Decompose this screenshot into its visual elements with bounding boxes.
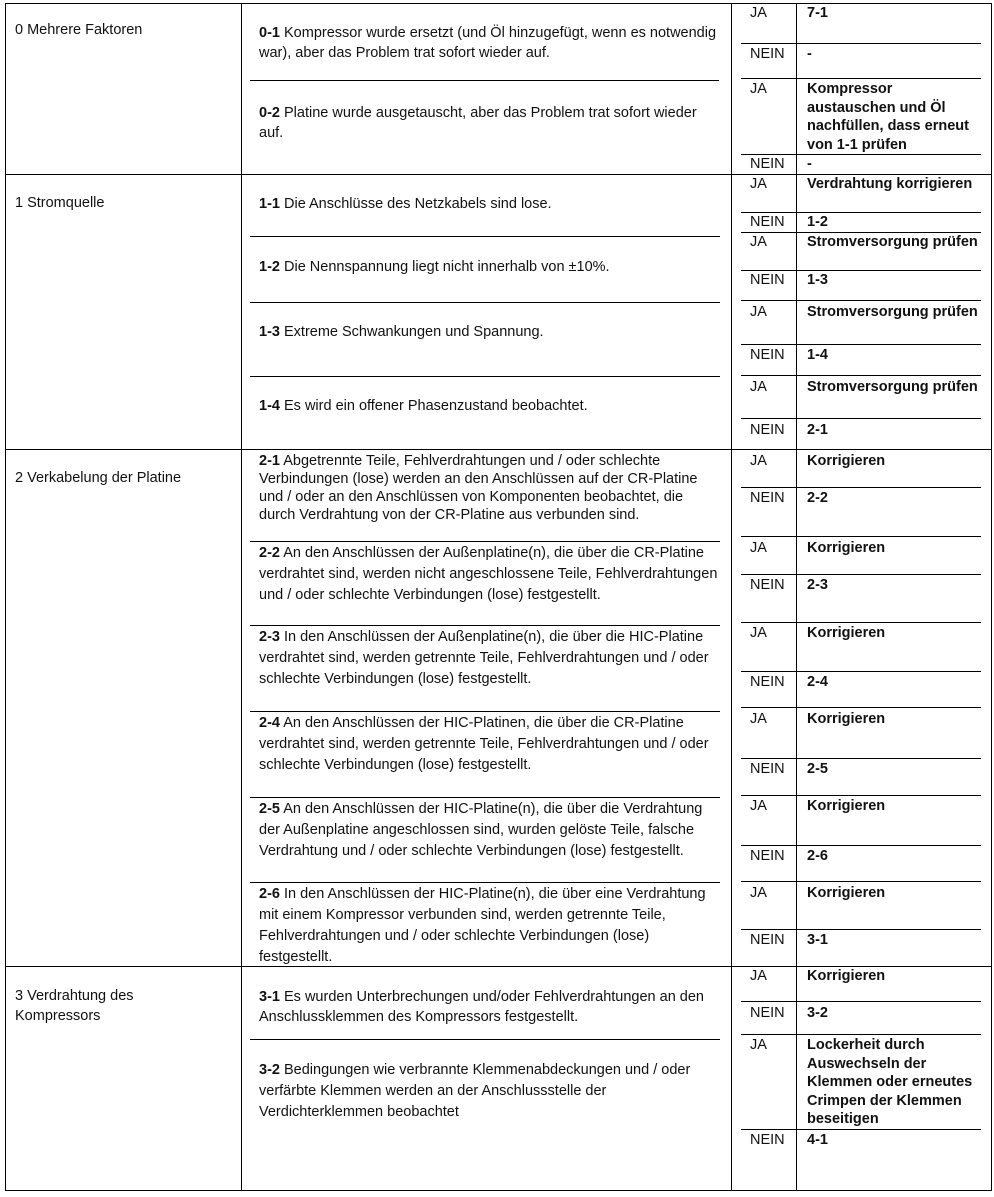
condition-id: 2-5 (259, 801, 280, 817)
condition-text: In den Anschlüssen der Außenplatine(n), die über die HIC-Platine verdrahtet sind, werden getrennte Teile, Fehlverdrahtungen und / oder schlechte Verbindungen (lose) festgestellt. (259, 629, 709, 687)
answer-no: NEIN (750, 422, 785, 438)
answer-divider (741, 1034, 981, 1035)
answer-no: NEIN (750, 46, 785, 62)
result-2-2-yes: Korrigieren (807, 540, 886, 556)
answer-divider (741, 707, 981, 708)
section-divider (5, 449, 992, 450)
result-2-6-no: 3-1 (807, 932, 828, 948)
result-1-3-yes: Stromversorgung prüfen (807, 304, 978, 320)
answer-no: NEIN (750, 1005, 785, 1021)
condition-id: 1-2 (259, 259, 280, 275)
condition-1-2 (259, 257, 719, 277)
answer-yes: JA (750, 625, 767, 641)
condition-divider (250, 376, 720, 377)
result-0-2-no: - (807, 156, 812, 172)
result-1-1-no: 1-2 (807, 214, 828, 230)
result-3-2-yes: Lockerheit durch Auswechseln der Klemmen oder erneutes Crimpen der Klemmen beseitigen (807, 1037, 973, 1127)
condition-1-3 (259, 322, 719, 342)
answer-yes: JA (750, 81, 767, 97)
category-label: 2 Verkabelung der Platine (15, 470, 182, 486)
condition-divider (250, 797, 720, 798)
condition-text: In den Anschlüssen der HIC-Platine(n), die über eine Verdrahtung mit einem Kompressor verbunden sind, werden getrennte Teile, Fehlverdrahtungen und / oder schlechte Verbindungen (lose) festgestellt. (259, 886, 706, 965)
result-1-3-no: 1-4 (807, 347, 828, 363)
condition-3-1 (259, 987, 719, 1027)
answer-divider (741, 845, 981, 846)
result-1-4-no: 2-1 (807, 422, 828, 438)
answer-no: NEIN (750, 490, 785, 506)
condition-divider (250, 236, 720, 237)
answer-yes: JA (750, 1037, 767, 1053)
answer-no: NEIN (750, 347, 785, 363)
answer-divider (741, 671, 981, 672)
answer-no: NEIN (750, 577, 785, 593)
column-divider-condition (731, 3, 732, 1191)
condition-divider (250, 80, 719, 81)
result-1-1-yes: Verdrahtung korrigieren (807, 176, 973, 192)
condition-text: Die Anschlüsse des Netzkabels sind lose. (284, 196, 552, 212)
condition-id: 1-3 (259, 324, 280, 340)
condition-text: An den Anschlüssen der Außenplatine(n), die über die CR-Platine verdrahtet sind, werden nicht angeschlossene Teile, Fehlverdrahtungen und / oder schlechte Verbindungen (lose) festgestellt. (259, 545, 718, 603)
condition-text: Es wird ein offener Phasenzustand beobachtet. (284, 398, 588, 414)
result-2-3-no: 2-4 (807, 674, 828, 690)
condition-divider (250, 711, 720, 712)
answer-divider (741, 574, 981, 575)
condition-id: 1-1 (259, 196, 280, 212)
condition-text: An den Anschlüssen der HIC-Platine(n), die über die Verdrahtung der Außenplatine angeschlossen sind, wurden gelöste Teile, falsche Verdrahtung und / oder schlechte Verbindungen (lose) festgestellt. (259, 801, 703, 859)
condition-divider (250, 541, 720, 542)
category-label: 0 Mehrere Faktoren (15, 22, 143, 38)
condition-2-5 (259, 799, 719, 862)
answer-divider (741, 487, 981, 488)
condition-3-2 (259, 1060, 719, 1123)
result-2-1-yes: Korrigieren (807, 453, 886, 469)
result-2-2-no: 2-3 (807, 577, 828, 593)
answer-yes: JA (750, 453, 767, 469)
answer-yes: JA (750, 885, 767, 901)
answer-no: NEIN (750, 272, 785, 288)
answer-yes: JA (750, 798, 767, 814)
result-2-4-no: 2-5 (807, 761, 828, 777)
result-0-2-yes: Kompressor austauschen und Öl nachfüllen, dass erneut von 1-1 prüfen (807, 81, 969, 153)
column-divider-category (241, 3, 242, 1191)
condition-0-1 (259, 23, 719, 63)
result-1-2-no: 1-3 (807, 272, 828, 288)
answer-divider (741, 622, 981, 623)
condition-id: 3-1 (259, 989, 280, 1005)
condition-0-2 (259, 103, 719, 143)
result-2-1-no: 2-2 (807, 490, 828, 506)
result-2-4-yes: Korrigieren (807, 711, 886, 727)
condition-id: 2-2 (259, 545, 280, 561)
condition-2-6 (259, 884, 719, 968)
answer-yes: JA (750, 5, 767, 21)
answer-divider (741, 300, 981, 301)
answer-no: NEIN (750, 156, 785, 172)
answer-yes: JA (750, 379, 767, 395)
answer-no: NEIN (750, 761, 785, 777)
answer-divider (741, 536, 981, 537)
condition-id: 2-6 (259, 886, 280, 902)
condition-divider (250, 302, 720, 303)
condition-divider (250, 625, 720, 626)
condition-text: Bedingungen wie verbrannte Klemmenabdeckungen und / oder verfärbte Klemmen werden an der Anschlussstelle der Verdichterklemmen beobachtet (259, 1062, 691, 1120)
result-0-1-no: - (807, 46, 812, 62)
condition-id: 2-1 (259, 453, 280, 469)
condition-2-4 (259, 713, 719, 776)
answer-no: NEIN (750, 674, 785, 690)
answer-yes: JA (750, 304, 767, 320)
result-2-5-yes: Korrigieren (807, 798, 886, 814)
condition-2-1 (259, 452, 719, 524)
answer-divider (741, 375, 981, 376)
answer-divider (741, 344, 981, 345)
condition-id: 2-3 (259, 629, 280, 645)
condition-2-3 (259, 627, 719, 690)
condition-1-1 (259, 194, 719, 214)
result-1-4-yes: Stromversorgung prüfen (807, 379, 978, 395)
answer-yes: JA (750, 540, 767, 556)
answer-divider (741, 1001, 981, 1002)
column-divider-answer (796, 3, 797, 1191)
result-2-5-no: 2-6 (807, 848, 828, 864)
result-3-1-no: 3-2 (807, 1005, 828, 1021)
result-1-2-yes: Stromversorgung prüfen (807, 234, 978, 250)
result-2-3-yes: Korrigieren (807, 625, 886, 641)
answer-divider (741, 758, 981, 759)
condition-text: Die Nennspannung liegt nicht innerhalb von ±10%. (284, 259, 610, 275)
answer-no: NEIN (750, 932, 785, 948)
condition-text: Kompressor wurde ersetzt (und Öl hinzugefügt, wenn es notwendig war), aber das Problem trat sofort wieder auf. (259, 25, 717, 61)
condition-id: 3-2 (259, 1062, 280, 1078)
result-0-1-yes: 7-1 (807, 5, 828, 21)
condition-text: Es wurden Unterbrechungen und/oder Fehlverdrahtungen an den Anschlussklemmen des Kompressors festgestellt. (259, 989, 704, 1025)
answer-yes: JA (750, 968, 767, 984)
condition-text: Extreme Schwankungen und Spannung. (284, 324, 544, 340)
answer-divider (741, 795, 981, 796)
answer-divider (741, 43, 981, 44)
result-3-2-no: 4-1 (807, 1132, 828, 1148)
condition-divider (250, 1039, 720, 1040)
answer-divider (741, 78, 981, 79)
condition-id: 2-4 (259, 715, 280, 731)
condition-id: 0-1 (259, 25, 280, 41)
answer-divider (741, 929, 981, 930)
condition-text: An den Anschlüssen der HIC-Platinen, die über die CR-Platine verdrahtet sind, werden getrennte Teile, Fehlverdrahtungen und / oder schlechte Verbindungen (lose) festgestellt. (259, 715, 709, 773)
condition-2-2 (259, 543, 719, 606)
category-label: 3 Verdrahtung des Kompressors (15, 988, 134, 1024)
condition-id: 1-4 (259, 398, 280, 414)
answer-no: NEIN (750, 848, 785, 864)
condition-id: 0-2 (259, 105, 280, 121)
result-3-1-yes: Korrigieren (807, 968, 886, 984)
answer-divider (741, 418, 981, 419)
answer-yes: JA (750, 234, 767, 250)
condition-text: Platine wurde ausgetauscht, aber das Problem trat sofort wieder auf. (259, 105, 697, 141)
category-label: 1 Stromquelle (15, 195, 105, 211)
answer-yes: JA (750, 176, 767, 192)
answer-no: NEIN (750, 214, 785, 230)
condition-text: Abgetrennte Teile, Fehlverdrahtungen und / oder schlechte Verbindungen (lose) werden an den Anschlüssen auf der CR-Platine und / oder an den Anschlüssen von Komponenten beobachtet, die durch Verdrahtung von der CR-Platine aus verbunden sind. (259, 453, 698, 523)
condition-divider (250, 882, 720, 883)
condition-1-4 (259, 396, 719, 416)
answer-divider (741, 1129, 981, 1130)
result-2-6-yes: Korrigieren (807, 885, 886, 901)
answer-yes: JA (750, 711, 767, 727)
answer-divider (741, 881, 981, 882)
answer-no: NEIN (750, 1132, 785, 1148)
